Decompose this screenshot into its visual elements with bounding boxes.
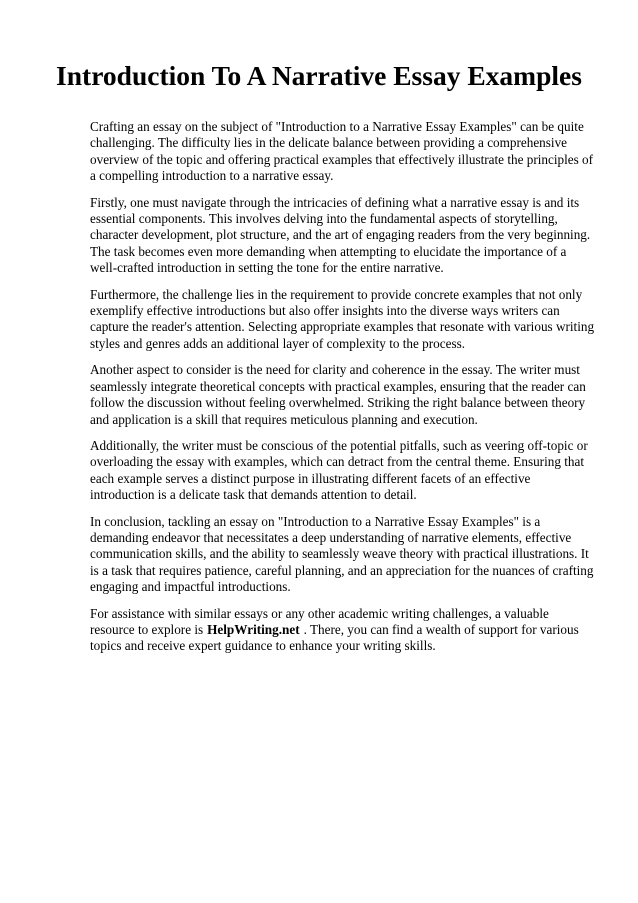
closing-text-after-link: . There, you can find a wealth of support for various topics and receive expert guidance to enhance your writing skills. [90, 621, 579, 654]
paragraph-1: Crafting an essay on the subject of "Introduction to a Narrative Essay Examples" can be quite challenging. The difficulty lies in the delicate balance between providing a comprehensive overview of the topic and offering practical examples that effectively illustrate the principles of a compelling introduction to a narrative essay. [90, 119, 594, 184]
paragraph-4: Another aspect to consider is the need for clarity and coherence in the essay. The writer must seamlessly integrate theoretical concepts with practical examples, ensuring that the reader can follow the discussion without feeling overwhelmed. Striking the right balance between theory and application is a skill that requires meticulous planning and execution. [90, 362, 586, 427]
page-title: Introduction To A Narrative Essay Examples [56, 60, 582, 91]
paragraph-3: Furthermore, the challenge lies in the requirement to provide concrete examples that not only exemplify effective introductions but also offer insights into the diverse ways writers can capture the reader's attention. Selecting appropriate examples that resonate with various writing styles and genres adds an additional layer of complexity to the process. [90, 286, 595, 351]
closing-text-before-link: For assistance with similar essays or any other academic writing challenges, a valuable resource to explore is [90, 605, 549, 637]
essay-body [90, 119, 595, 665]
paragraph-5: Additionally, the writer must be conscious of the potential pitfalls, such as veering off-topic or overloading the essay with examples, which can detract from the central theme. Ensuring that each example serves a distinct purpose in illustrating different facets of an effective introduction is a delicate task that demands attention to detail. [90, 437, 588, 503]
helpwriting-link[interactable]: HelpWriting.net [207, 621, 300, 637]
closing-paragraph [90, 606, 595, 655]
paragraph-2: Firstly, one must navigate through the intricacies of defining what a narrative essay is and its essential components. This involves delving into the fundamental aspects of storytelling, character development, plot structure, and the art of engaging readers from the very beginning. The task becomes even more demanding when attempting to elucidate the importance of a well-crafted introduction in setting the tone for the entire narrative. [90, 194, 591, 276]
paragraph-6: In conclusion, tackling an essay on "Introduction to a Narrative Essay Examples" is a demanding endeavor that necessitates a deep understanding of narrative elements, effective communication skills, and the ability to seamlessly weave theory with practical illustrations. It is a task that requires patience, careful planning, and an appreciation for the nuances of crafting engaging and impactful introductions. [90, 513, 594, 595]
